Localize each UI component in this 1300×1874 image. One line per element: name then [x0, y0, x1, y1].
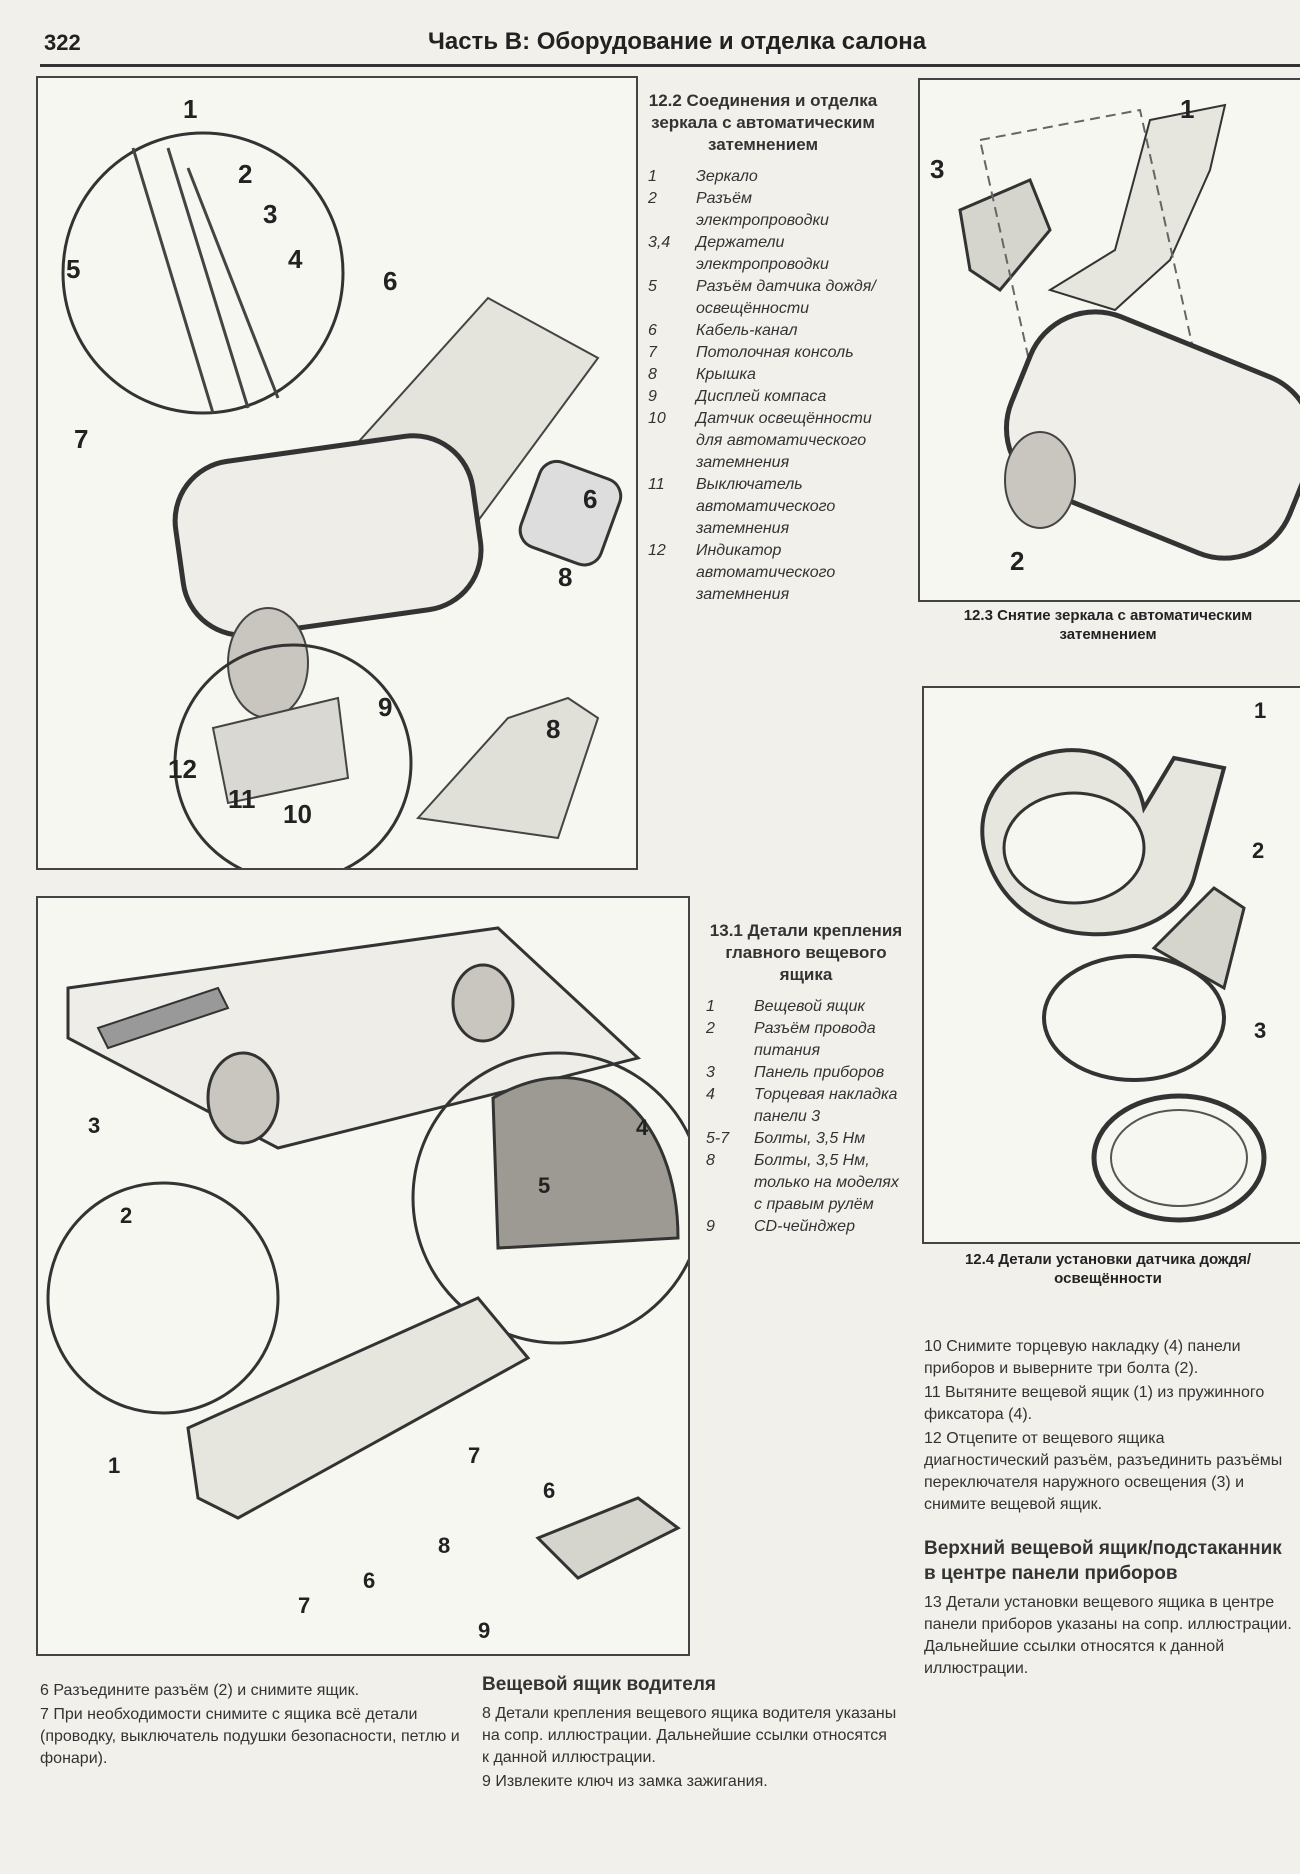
- figure-12-4: [922, 686, 1300, 1244]
- legend-item: 1 Зеркало: [648, 168, 758, 185]
- callout-9: 9: [478, 1618, 491, 1643]
- callout-6b: 6: [583, 484, 598, 514]
- callout-6: 4: [288, 244, 303, 274]
- callout-8b: 8: [546, 714, 561, 744]
- legend-item: 10 Датчик освещённости для автоматического затемнения: [648, 410, 872, 471]
- paragraph-9: 9 Извлеките ключ из замка зажигания.: [482, 1773, 768, 1790]
- page-header: [40, 24, 1300, 67]
- figure-12-3-drawing: [920, 80, 1300, 600]
- callout-2: 2: [1010, 546, 1025, 576]
- legend-item: 2 Разъём электропроводки: [648, 190, 829, 229]
- legend-item: 3,4 Держатели электропроводки: [648, 234, 829, 273]
- callout-3: 3: [1254, 1018, 1267, 1043]
- callout-5: 5: [538, 1173, 551, 1198]
- callout-4: 2: [238, 159, 253, 189]
- callout-9: 9: [378, 692, 393, 722]
- caption-12-4: 12.4 Детали установки датчика дождя/освещённости: [964, 1251, 1252, 1287]
- legend-item: 6 Кабель-канал: [648, 322, 798, 339]
- callout-3: 3: [930, 154, 945, 184]
- legend-item: 9 CD-чейнджер: [706, 1218, 855, 1235]
- paragraph-11: 11 Вытяните вещевой ящик (1) из пружинного фиксатора (4).: [924, 1384, 1265, 1423]
- figure-12-3: [918, 78, 1300, 602]
- legend-item: 8 Крышка: [648, 366, 756, 383]
- caption-12-2-title: 12.2 Соединения и отделка зеркала с автоматическим затемнением: [648, 91, 878, 154]
- legend-12-2: [648, 166, 878, 606]
- legend-item: 9 Дисплей компаса: [648, 388, 827, 405]
- text-column-left: [40, 1680, 460, 1772]
- figure-13-1: [36, 896, 690, 1656]
- callout-3: 3: [88, 1113, 101, 1138]
- legend-item: 1 Вещевой ящик: [706, 998, 865, 1015]
- subheading-upper-glovebox: Верхний вещевой ящик/подстаканник в центре панели приборов: [924, 1538, 1282, 1584]
- figure-12-2: [36, 76, 638, 870]
- caption-13-1: [706, 920, 906, 1238]
- callout-8: 8: [558, 562, 573, 592]
- callout-4: 4: [636, 1115, 649, 1140]
- callout-3: 1: [183, 94, 198, 124]
- legend-item: 5-7 Болты, 3,5 Нм: [706, 1130, 866, 1147]
- callout-2: 2: [120, 1203, 133, 1228]
- legend-item: 4 Торцевая накладка панели 3: [706, 1086, 898, 1125]
- figure-13-1-drawing: [38, 898, 688, 1654]
- callout-7b: 7: [298, 1593, 311, 1618]
- paragraph-7: 7 При необходимости снимите с ящика всё детали (проводку, выключатель подушки безопасности, петлю и фонари).: [40, 1706, 460, 1767]
- callout-5: 3: [263, 199, 278, 229]
- text-column-middle: [482, 1672, 897, 1795]
- caption-12-2: [648, 90, 878, 606]
- callout-1: 1: [1254, 698, 1267, 723]
- paragraph-6: 6 Разъедините разъём (2) и снимите ящик.: [40, 1682, 360, 1699]
- paragraph-12: 12 Отцепите от вещевого ящика диагностический разъём, разъединить разъёмы переключателя наружного освещения (3) и снимите вещевой ящик.: [924, 1430, 1283, 1513]
- callout-10: 10: [283, 799, 312, 829]
- callout-2: 2: [1252, 838, 1265, 863]
- callout-6: 6: [543, 1478, 556, 1503]
- subheading-driver-glovebox: Вещевой ящик водителя: [482, 1674, 717, 1695]
- callout-1: 7: [74, 424, 89, 454]
- section-title: Часть В: Оборудование и отделка салона: [428, 28, 927, 55]
- callout-7: 6: [383, 266, 398, 296]
- callout-6b: 6: [363, 1568, 376, 1593]
- caption-12-3: 12.3 Снятие зеркала с автоматическим затемнением: [963, 607, 1253, 643]
- legend-item: 2 Разъём провода питания: [706, 1020, 876, 1059]
- legend-item: 7 Потолочная консоль: [648, 344, 854, 361]
- legend-item: 3 Панель приборов: [706, 1064, 885, 1081]
- paragraph-10: 10 Снимите торцевую накладку (4) панели приборов и выверните три болта (2).: [924, 1338, 1241, 1377]
- callout-7: 7: [468, 1443, 481, 1468]
- caption-13-1-title: 13.1 Детали крепления главного вещевого ящика: [709, 921, 903, 984]
- callout-1: 1: [1180, 94, 1195, 124]
- legend-item: 8 Болты, 3,5 Нм, только на моделях с правым рулём: [706, 1152, 899, 1213]
- callout-2: 5: [66, 254, 81, 284]
- legend-item: 12 Индикатор автоматического затемнения: [648, 542, 836, 603]
- paragraph-8: 8 Детали крепления вещевого ящика водителя указаны на сопр. иллюстрации. Дальнейшие ссылки относятся к данной иллюстрации.: [482, 1705, 897, 1766]
- callout-1: 1: [108, 1453, 121, 1478]
- legend-13-1: [706, 996, 906, 1238]
- callout-8: 8: [438, 1533, 451, 1558]
- legend-item: 11 Выключатель автоматического затемнения: [648, 476, 836, 537]
- figure-12-4-drawing: [924, 688, 1300, 1242]
- page-number: 322: [44, 30, 81, 55]
- callout-11: 11: [228, 784, 256, 814]
- legend-item: 5 Разъём датчика дождя/освещённости: [648, 278, 876, 317]
- paragraph-13: 13 Детали установки вещевого ящика в центре панели приборов указаны на сопр. иллюстрации. Дальнейшие ссылки относятся к данной иллюстрации.: [924, 1594, 1292, 1677]
- callout-12: 12: [168, 754, 197, 784]
- text-column-right: [924, 1336, 1294, 1682]
- figure-12-2-drawing: [38, 78, 636, 868]
